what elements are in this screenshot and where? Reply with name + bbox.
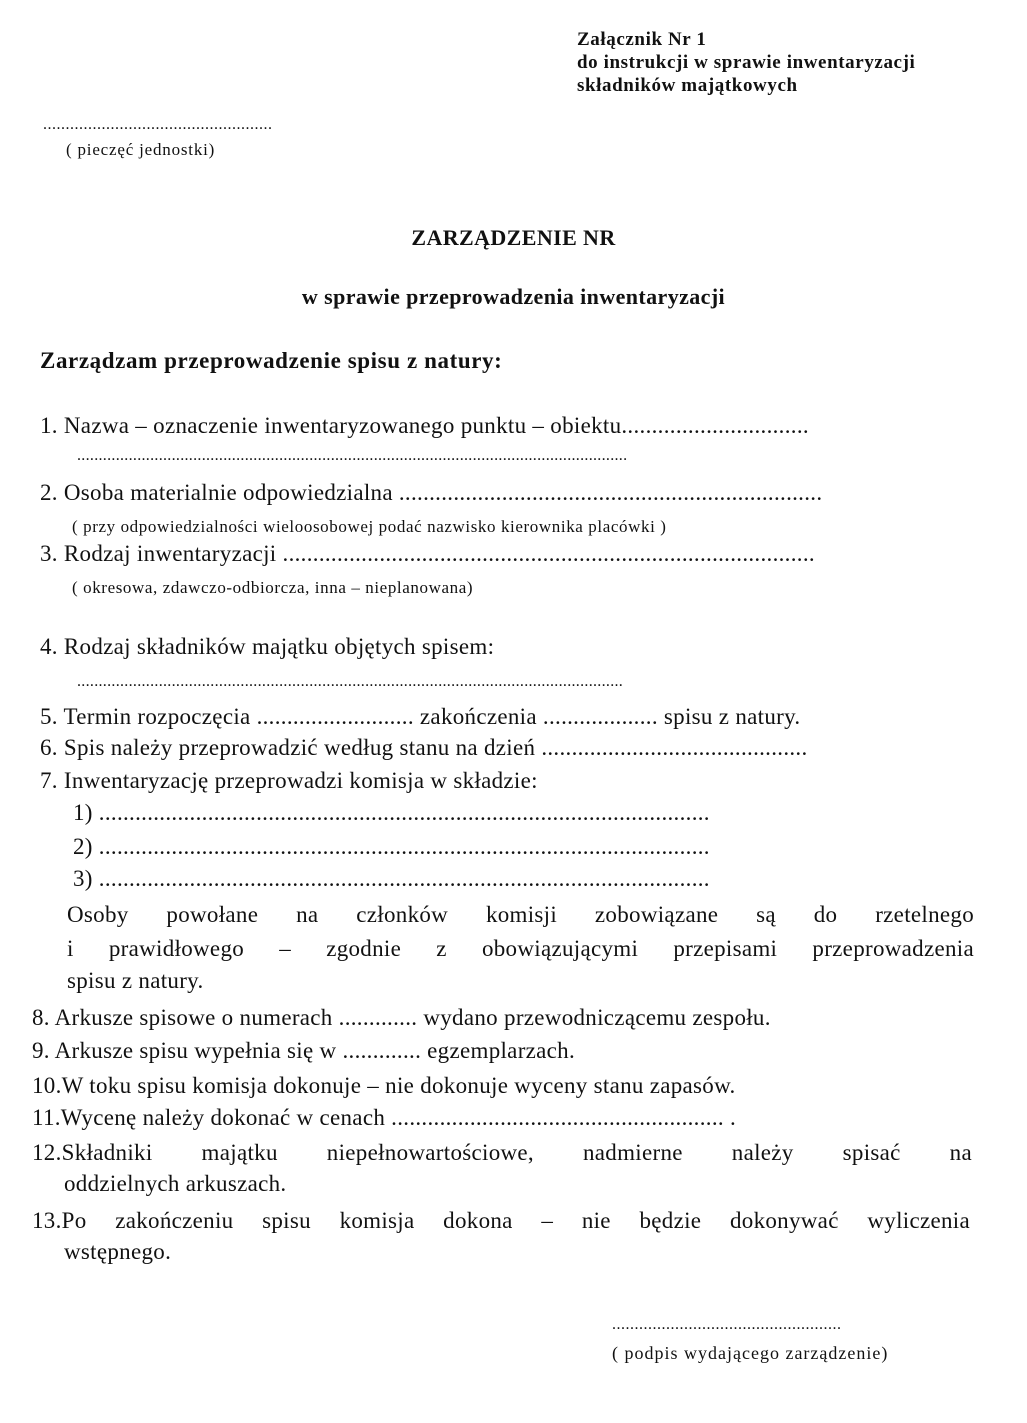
annex-subject: składników majątkowych	[577, 75, 798, 96]
item-6: 6. Spis należy przeprowadzić według stanu na dzień ............................................	[40, 735, 808, 760]
item-4-continuation: ...............................................................................................................................	[77, 673, 624, 690]
document-subtitle: w sprawie przeprowadzenia inwentaryzacji	[301, 284, 726, 309]
item-1-continuation: ................................................................................................................................	[77, 447, 628, 464]
commission-duty-line-2: i prawidłowego – zgodnie z obowiązującymi przepisami przeprowadzenia	[67, 936, 974, 961]
signature-dotted-line: ...................................................	[612, 1316, 842, 1333]
item-4: 4. Rodzaj składników majątku objętych spisem:	[40, 634, 495, 659]
member-1: 1) .....................................................................................................	[73, 800, 710, 825]
commission-duty-line-1: Osoby powołane na członków komisji zobowiązane są do rzetelnego	[67, 902, 974, 927]
item-10: 10.W toku spisu komisja dokonuje – nie dokonuje wyceny stanu zapasów.	[32, 1073, 736, 1098]
item-5: 5. Termin rozpoczęcia .......................... zakończenia ................... spisu z natury.	[40, 704, 801, 729]
annex-number: Załącznik Nr 1	[577, 29, 707, 50]
item-11: 11.Wycenę należy dokonać w cenach ....................................................... .	[32, 1105, 737, 1130]
stamp-caption: ( pieczęć jednostki)	[66, 140, 216, 159]
member-2: 2) .....................................................................................................	[73, 834, 710, 859]
member-3: 3) .....................................................................................................	[73, 866, 710, 891]
stamp-dotted-line: ...................................................	[43, 116, 273, 133]
item-9: 9. Arkusze spisu wypełnia się w ............. egzemplarzach.	[32, 1038, 576, 1063]
item-13-line-1: 13.Po zakończeniu spisu komisja dokona – nie będzie dokonywać wyliczenia	[32, 1208, 970, 1233]
item-7: 7. Inwentaryzację przeprowadzi komisja w składzie:	[40, 768, 538, 793]
item-12-line-1: 12.Składniki majątku niepełnowartościowe, nadmierne należy spisać na	[32, 1140, 972, 1165]
item-3: 3. Rodzaj inwentaryzacji ........................................................................................	[40, 541, 815, 566]
item-8: 8. Arkusze spisowe o numerach ............. wydano przewodniczącemu zespołu.	[32, 1005, 771, 1030]
item-12-line-2: oddzielnych arkuszach.	[64, 1171, 287, 1196]
item-2-note: ( przy odpowiedzialności wieloosobowej podać nazwisko kierownika placówki )	[72, 517, 667, 536]
item-13-line-2: wstępnego.	[64, 1239, 172, 1264]
lead-sentence: Zarządzam przeprowadzenie spisu z natury:	[40, 348, 503, 373]
item-1: 1. Nazwa – oznaczenie inwentaryzowanego punktu – obiektu...............................	[40, 413, 809, 438]
annex-instruction: do instrukcji w sprawie inwentaryzacji	[577, 52, 916, 73]
signature-caption: ( podpis wydającego zarządzenie)	[612, 1343, 889, 1363]
item-3-note: ( okresowa, zdawczo-odbiorcza, inna – nieplanowana)	[72, 578, 474, 597]
commission-duty-line-3: spisu z natury.	[67, 968, 204, 993]
item-2: 2. Osoba materialnie odpowiedzialna ......................................................................	[40, 480, 823, 505]
document-title: ZARZĄDZENIE NR	[411, 225, 616, 250]
